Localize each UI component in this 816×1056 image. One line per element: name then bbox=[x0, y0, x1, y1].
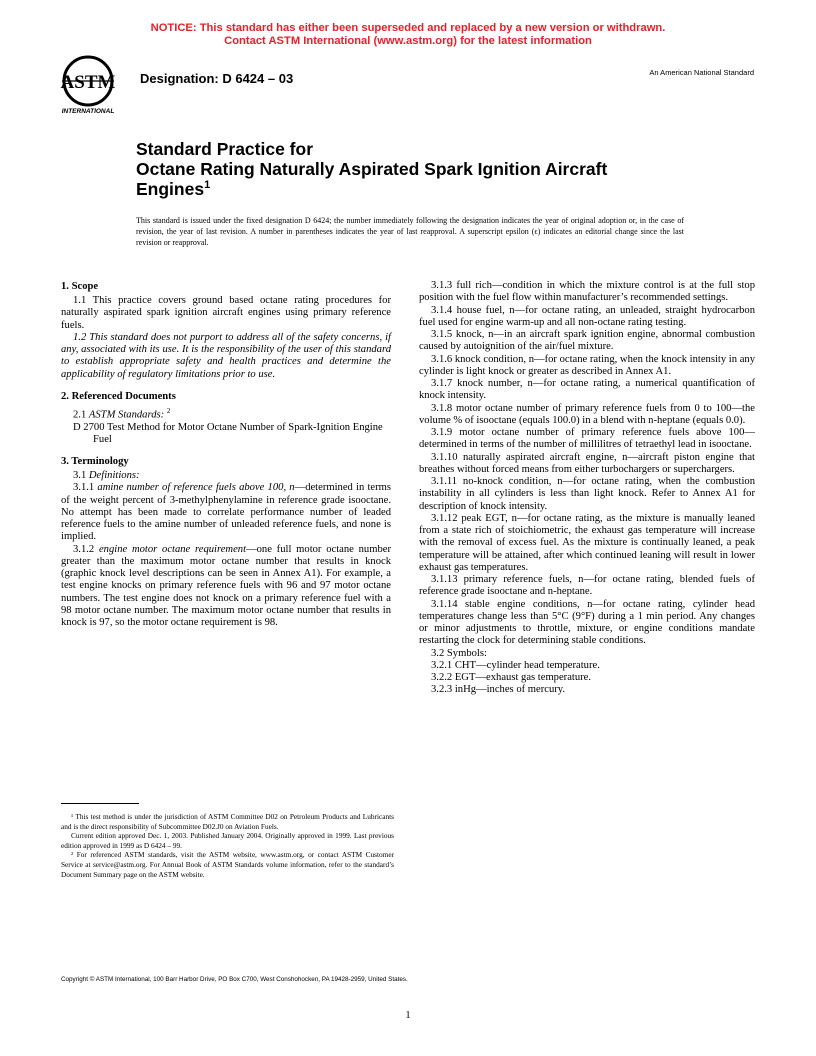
para-3-1-5: 3.1.5 knock, n—in an aircraft spark ignition engine, abnormal combustion caused by autoignition of the air/fuel mixture. bbox=[419, 329, 755, 353]
footnote-1-edition: Current edition approved Dec. 1, 2003. Published January 2004. Originally approved in 1999. Last previous edition approved in 1999 as D 6424 – 99. bbox=[61, 831, 394, 850]
section-1-heading: 1. Scope bbox=[61, 281, 99, 292]
para-3-1-11: 3.1.11 no-knock condition, n—for octane rating, when the combustion instability in all cylinders is less than light knock. Refer to Annex A1 for description of knock intensity. bbox=[419, 476, 755, 512]
title-line-1: Standard Practice for bbox=[136, 139, 313, 159]
section-2-heading: 2. Referenced Documents bbox=[61, 390, 176, 402]
para-3-1-2: 3.1.2 engine motor octane requirement—one full motor octane number greater than the maximum motor octane number that results in knock (graphic knock level descriptions can be seen in Annex A1). For example, a test engine knocks on primary reference fuels with 96 and 97 motor octane numbers. The test engine does not knock on a primary reference fuel with a 98 motor octane number. The maximum motor octane number that results in knock is 97, so the motor octane requirement is 98. bbox=[61, 543, 391, 629]
svg-text:ASTM: ASTM bbox=[60, 72, 116, 93]
para-3-1-13: 3.1.13 primary reference fuels, n—for octane rating, blended fuels of reference grade isooctane and n-heptane. bbox=[419, 574, 755, 598]
footnote-2: ² For referenced ASTM standards, visit the ASTM website, www.astm.org, or contact ASTM Customer Service at service@astm.org. For Annual Book of ASTM Standards volume information, refer to the standard’s Document Summary page on the ASTM website. bbox=[61, 850, 394, 879]
american-national-standard: An American National Standard bbox=[649, 68, 754, 77]
para-3-1-12: 3.1.12 peak EGT, n—for octane rating, as the mixture is manually leaned from a state rich of stoichiometric, the exhaust gas temperature will increase with the removal of excess fuel. As the mixture is continually leaned, a peak temperature will be attained, after which continued leaning will result in lower exhaust gas temperatures. bbox=[419, 512, 755, 573]
para-3-1-4: 3.1.4 house fuel, n—for octane rating, an unleaded, straight hydrocarbon fuel used for engine warm-up and all non-octane rating testing. bbox=[419, 304, 755, 328]
reference-d2700: D 2700 Test Method for Motor Octane Number of Spark-Ignition Engine Fuel bbox=[73, 421, 383, 445]
section-3-heading: 3. Terminology bbox=[61, 456, 129, 468]
title-line-3: Engines bbox=[136, 179, 205, 199]
footnote-1: ¹ This test method is under the jurisdiction of ASTM Committee D02 on Petroleum Products and Lubricants and is the direct responsibility of Subcommittee D02.J0 on Aviation Fuels. bbox=[61, 812, 394, 831]
designation: Designation: D 6424 – 03 bbox=[140, 71, 294, 86]
para-3-2-2: 3.2.2 EGT—exhaust gas temperature. bbox=[431, 672, 592, 683]
title-line-2: Octane Rating Naturally Aspirated Spark Ignition Aircraft bbox=[136, 159, 608, 179]
para-3-1-9: 3.1.9 motor octane number of primary reference fuels above 100—determined in terms of the number of millilitres of tetraethyl lead in isooctane. bbox=[419, 427, 755, 451]
para-1-2: 1.2 This standard does not purport to address all of the safety concerns, if any, associated with its use. It is the responsibility of the user of this standard to establish appropriate safety and health practices and determine the applicability of regulatory limitations prior to use. bbox=[61, 331, 391, 380]
issue-statement: This standard is issued under the fixed designation D 6424; the number immediately following the designation indicates the year of original adoption or, in the case of revision, the year of last revision. A number in parentheses indicates the year of last reapproval. A superscript epsilon (ϵ) indicates an editorial change since the last revision or reapproval. bbox=[136, 216, 684, 247]
footnotes bbox=[61, 812, 394, 879]
para-1-1: 1.1 This practice covers ground based octane rating procedures for naturally aspirated spark ignition aircraft engines using primary reference fuels. bbox=[61, 295, 391, 331]
para-3-1-6: 3.1.6 knock condition, n—for octane rating, when the knock intensity in any cylinder is light knock or greater as described in Annex A1. bbox=[419, 353, 755, 377]
para-3-1-3: 3.1.3 full rich—condition in which the mixture control is at the full stop position with the fuel flow within manufacturer’s recommended settings. bbox=[419, 280, 755, 304]
right-column bbox=[419, 280, 755, 697]
withdrawal-notice bbox=[0, 22, 816, 48]
para-3-1-7: 3.1.7 knock number, n—for octane rating, a numerical quantification of knock intensity. bbox=[419, 378, 755, 402]
para-3-1-8: 3.1.8 motor octane number of primary reference fuels from 0 to 100—the volume % of isooctane (equals 100.0) in a blend with n-heptane (equals 0.0). bbox=[419, 402, 755, 426]
para-3-2-3: 3.2.3 inHg—inches of mercury. bbox=[431, 684, 566, 696]
document-title bbox=[136, 139, 696, 199]
para-2-1: 2.1 ASTM Standards: $^2$ bbox=[73, 406, 171, 421]
para-3-1-14: 3.1.14 stable engine conditions, n—for octane rating, cylinder head temperatures change less than 5°C (9°F) during a 1 min period. Any changes or minor adjustments to throttle, mixture, or engine conditions mandate restarting the clock for determining stable conditions. bbox=[419, 598, 755, 647]
para-3-2-1: 3.2.1 CHT—cylinder head temperature. bbox=[431, 659, 600, 671]
para-3-1-1: 3.1.1 amine number of reference fuels above 100, n—determined in terms of the weight percent of 3-methylphenylamine in reference grade isooctane. No attempt has been made to correlate performance number of leaded reference fuels to the amine number of unleaded reference fuels, and none is implied. bbox=[61, 482, 391, 543]
notice-line-2: Contact ASTM International (www.astm.org) for the latest information bbox=[224, 35, 592, 47]
notice-line-1: NOTICE: This standard has either been superseded and replaced by a new version or withdrawn. bbox=[150, 22, 666, 34]
title-footnote-ref: 1 bbox=[204, 179, 211, 191]
logo-international-text: INTERNATIONAL bbox=[61, 108, 115, 115]
para-3-1-10: 3.1.10 naturally aspirated aircraft engine, n—aircraft piston engine that breathes without forced means from either turbochargers or superchargers. bbox=[419, 451, 755, 475]
astm-logo bbox=[48, 54, 128, 118]
left-column bbox=[61, 280, 391, 629]
para-3-2: 3.2 Symbols: bbox=[431, 647, 487, 659]
footnote-divider bbox=[61, 803, 139, 804]
copyright-line: Copyright © ASTM International, 100 Barr Harbor Drive, PO Box C700, West Conshohocken, PA 19428-2959, United States. bbox=[61, 976, 408, 983]
para-3-1: 3.1 Definitions: bbox=[73, 470, 140, 482]
page-number: 1 bbox=[405, 1010, 411, 1021]
